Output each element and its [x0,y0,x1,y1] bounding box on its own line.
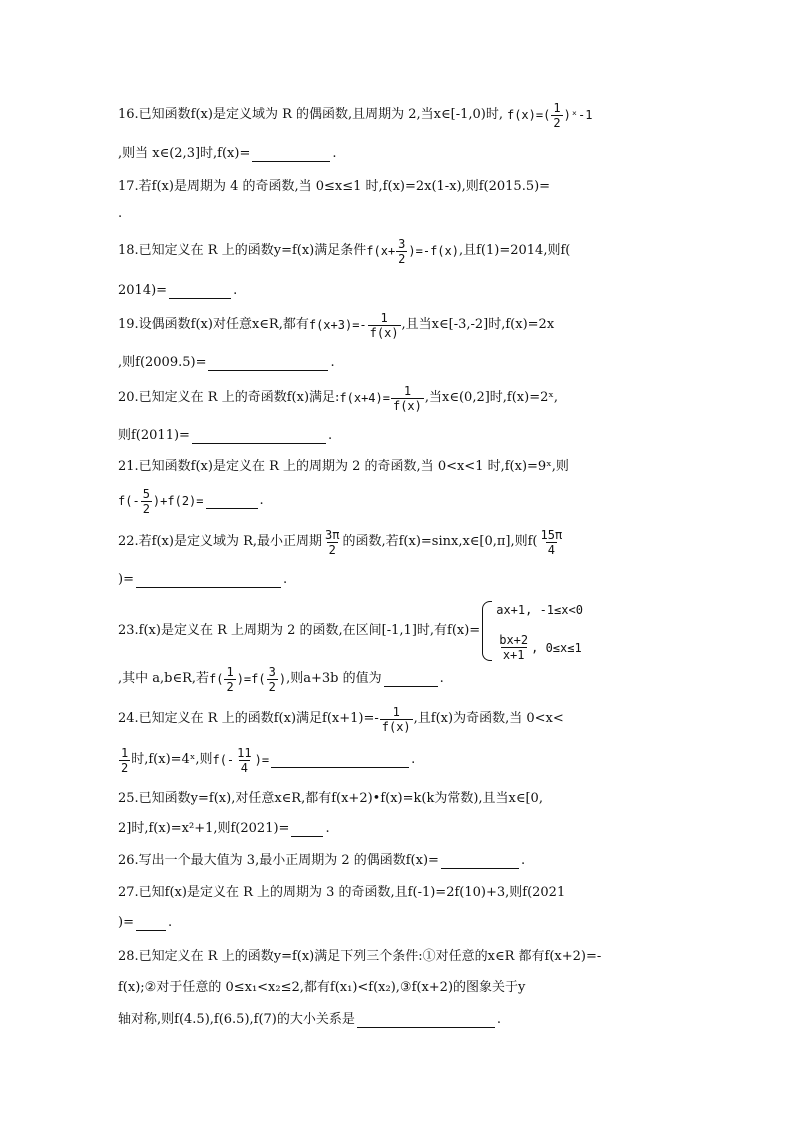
period-mark: . [330,355,335,370]
fraction-numerator: 15π [540,527,563,542]
formula-text: f(x+3)=- [308,318,367,332]
problem-26-text: 26.写出一个最大值为 3,最小正周期为 2 的偶函数f(x)= [118,853,439,868]
problem-28-line-2 [118,977,688,999]
problem-22-line-2 [118,569,688,591]
problem-28-line-3 [118,1009,688,1031]
problem-24-line-1 [118,704,688,734]
problem-16-line-1 [118,100,688,130]
fraction-denominator: 2 [142,501,150,516]
fraction [235,746,253,775]
problem-22-text: )= [118,572,134,587]
problem-23-text: ,则a+3b 的值为 [286,671,382,686]
problem-26-line-1 [118,850,688,872]
fraction [141,487,152,516]
problem-16-formula [507,101,593,130]
answer-blank[interactable] [271,753,409,768]
period-mark: . [496,1012,502,1027]
problem-25-line-1 [118,788,688,810]
fraction [267,665,278,694]
formula-text: )ˣ-1 [563,108,593,122]
problem-24-line-2 [118,745,688,775]
fraction [323,528,341,557]
formula-text: )=f( [236,672,266,686]
fraction-numerator: bx+2 [499,633,529,647]
problem-20-line-2 [118,425,688,447]
problem-17-text: 17.若f(x)是周期为 4 的奇函数,当 0≤x≤1 时,f(x)=2x(1-x),则f(2015.5)= [118,179,551,194]
problem-19-text: ,则f(2009.5)= [118,355,207,370]
problem-24-text: 24.已知定义在 R 上的函数f(x)满足f(x+1)=- [118,711,379,726]
problem-25-text: 25.已知函数y=f(x),对任意x∈R,都有f(x+2)•f(x)=k(k为常数),且当x∈[0, [118,791,543,806]
problem-19-text: ,且当x∈[-3,-2]时,f(x)=2x [401,317,555,332]
answer-blank[interactable] [357,1013,495,1028]
case-1-text: ax+1, -1≤x<0 [496,603,583,617]
problem-18-text: ,且f(1)=2014,则f( [458,243,571,258]
problem-18-text: 18.已知定义在 R 上的函数y=f(x)满足条件 [118,243,367,258]
problem-23-text: ,其中 a,b∈R,若 [118,671,210,686]
problem-19-line-1 [118,310,688,340]
problem-22-text: 的函数,若f(x)=sinx,x∈[0,π],则f( [342,534,538,549]
problem-18-text: 2014)= [118,283,168,298]
period-mark: . [327,428,333,443]
problem-20-text: ,当x∈(0,2]时,f(x)=2ˣ, [424,390,559,405]
fraction-numerator: 1 [392,704,400,719]
fraction-numerator: 1 [380,310,388,325]
fraction [119,746,130,775]
fraction-denominator: 2 [553,115,561,130]
problem-16-text: ,则当 x∈(2,3]时,f(x)= [118,146,251,161]
answer-blank[interactable] [384,672,438,687]
answer-blank[interactable] [206,494,258,509]
problem-27-line-2 [118,912,688,934]
case-1 [496,600,583,620]
problem-23-line-1 [118,600,688,662]
problem-27-text: 27.已知f(x)是定义在 R 上的周期为 3 的奇函数,且f(-1)=2f(10)+3,则f(2021 [118,885,566,900]
problem-28-line-1 [118,946,688,968]
problem-21-line-2 [118,486,688,516]
problem-23-line-2 [118,664,688,694]
fraction [224,665,235,694]
case-2 [496,633,583,662]
formula-text: f( [209,672,224,686]
problem-19-line-2 [118,352,688,374]
formula-text: f(- [212,753,235,767]
fraction-denominator: 2 [398,251,406,266]
formula-text: )+f(2)= [152,494,204,508]
fraction-numerator: 1 [403,383,412,398]
problem-20-text: 则f(2011)= [118,428,190,443]
period-mark: . [325,821,330,836]
problem-18-line-1 [118,236,688,266]
fraction-numerator: 3 [398,236,406,251]
fraction-numerator: 1 [121,745,129,760]
problem-16-line-2 [118,143,688,165]
fraction-numerator: 1 [226,664,234,679]
problem-20-formula [339,384,424,413]
formula-text: f(x+ [366,244,396,258]
formula-text: f(x+4)= [339,391,390,405]
answer-blank[interactable] [136,916,166,931]
answer-blank[interactable] [136,573,281,588]
answer-blank[interactable] [252,147,330,162]
problem-21-formula [118,487,204,516]
problem-27-line-1 [118,882,688,904]
fraction-denominator: x+1 [502,648,525,662]
answer-blank[interactable] [192,429,326,444]
problem-21-line-1 [118,456,688,478]
problem-28-text: 28.已知定义在 R 上的函数y=f(x)满足下列三个条件:①对任意的x∈R 都有f(x+2)=- [118,949,602,964]
problem-25-text: 2]时,f(x)=x²+1,则f(2021)= [118,821,290,836]
fraction-denominator: 2 [121,760,129,775]
problem-17-line-2 [118,203,688,225]
fraction-denominator: f(x) [392,398,422,413]
problem-28-text: f(x);②对于任意的 0≤x₁<x₂≤2,都有f(x₁)<f(x₂),③f(x+2)的图象关于y [118,980,526,995]
problem-25-line-2 [118,818,688,840]
fraction-denominator: 2 [226,679,234,694]
fraction-denominator: 2 [328,542,336,557]
period-mark: . [411,752,416,767]
problem-21-text: 21.已知函数f(x)是定义在 R 上的周期为 2 的奇函数,当 0<x<1 时,f(x)=9ˣ,则 [118,459,569,474]
fraction-denominator: 4 [547,542,555,557]
fraction-denominator: f(x) [381,719,411,734]
fraction [539,528,565,557]
problem-17-text: . [118,206,123,221]
fraction-denominator: 4 [240,760,248,775]
formula-text: )=-f(x) [408,244,459,258]
period-mark: . [233,283,238,298]
fraction-numerator: 5 [142,486,150,501]
problem-24-text: 时,f(x)=4ˣ,则 [131,752,213,767]
problem-24-text: ,且f(x)为奇函数,当 0<x< [413,711,564,726]
period-mark: . [259,493,264,508]
fraction [391,384,424,413]
fraction-numerator: 3 [268,664,276,679]
problem-17-line-1 [118,176,688,198]
fraction [497,633,530,662]
answer-blank[interactable] [291,822,323,837]
period-mark: . [332,146,337,161]
fraction-denominator: 2 [268,679,276,694]
left-brace [482,601,492,661]
period-mark: . [439,671,444,686]
problem-18-line-2 [118,280,688,302]
problem-24-formula [212,746,269,775]
problem-28-text: 轴对称,则f(4.5),f(6.5),f(7)的大小关系是 [118,1012,355,1027]
problem-22-line-1 [118,527,688,557]
formula-text: )= [254,753,270,767]
fraction [380,705,413,734]
formula-text: ) [278,672,287,686]
problem-19-formula [309,311,402,340]
fraction-numerator: 3π [325,527,340,542]
problem-23-text: 23.f(x)是定义在 R 上周期为 2 的函数,在区间[-1,1]时,有f(x)= [118,623,481,638]
answer-blank[interactable] [208,356,328,371]
problem-19-text: 19.设偶函数f(x)对任意x∈R,都有 [118,317,309,332]
answer-blank[interactable] [441,854,519,869]
problem-22-text: 22.若f(x)是定义域为 R,最小正周期 [118,534,323,549]
period-mark: . [167,915,173,930]
fraction [368,311,401,340]
fraction [551,101,562,130]
fraction-numerator: 11 [237,745,252,760]
problem-18-formula [366,237,459,266]
problem-20-text: 20.已知定义在 R 上的奇函数f(x)满足: [118,390,340,405]
problem-23-formula [209,665,286,694]
period-mark: . [520,853,526,868]
piecewise-cases [496,600,583,662]
case-2-condition: , 0≤x≤1 [531,640,582,655]
problem-20-line-1 [118,383,688,413]
answer-blank[interactable] [169,284,231,299]
fraction-numerator: 1 [553,100,561,115]
formula-text: f(x)=( [506,108,551,122]
problem-16-text: 16.已知函数f(x)是定义域为 R 的偶函数,且周期为 2,当x∈[-1,0)时, [118,107,503,122]
problem-27-text: )= [118,915,134,930]
period-mark: . [282,572,288,587]
fraction-denominator: f(x) [369,325,399,340]
formula-text: f(- [118,494,140,508]
fraction [396,237,407,266]
